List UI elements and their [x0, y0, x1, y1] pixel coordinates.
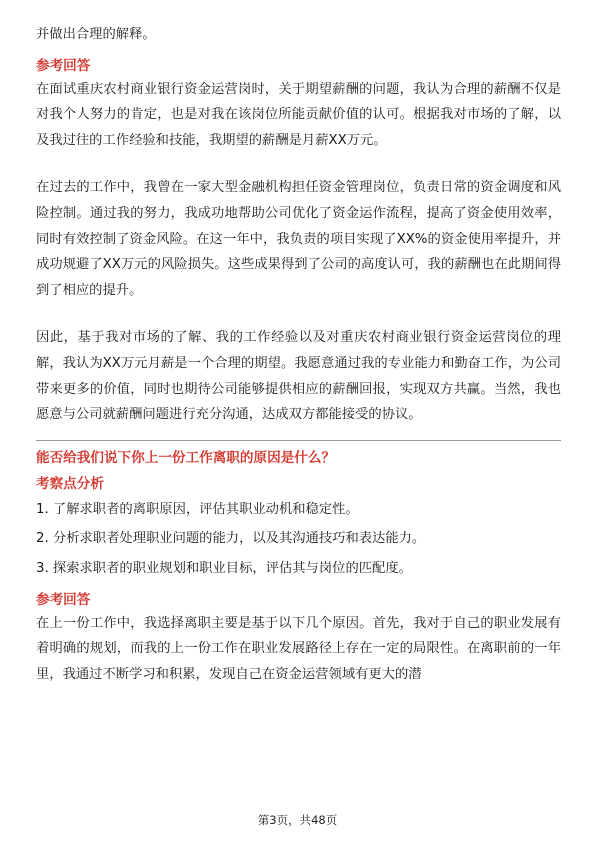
- question2-title: 能否给我们说下你上一份工作离职的原因是什么？: [36, 449, 336, 466]
- answer2-heading: 参考回答: [36, 591, 91, 608]
- analysis-point-3: 3. 探索求职者的职业规划和职业目标，评估其与岗位的匹配度。: [36, 560, 412, 576]
- section-divider: [36, 440, 561, 441]
- document-page: [36, 22, 561, 687]
- answer1-paragraph-3: 因此，基于我对市场的了解、我的工作经验以及对重庆农村商业银行资金运营岗位的理解，我认为XX万元月薪是一个合理的期望。我愿意通过我的专业能力和勤奋工作，为公司带来更多的价值，同时也期待公司能够提供相应的薪酬回报，实现双方共赢。当然，我也愿意与公司就薪酬问题进行充分沟通，达成双方都能接受的协议。: [36, 330, 561, 423]
- answer1-heading: 参考回答: [36, 57, 91, 74]
- answer2-paragraph: 在上一份工作中，我选择离职主要是基于以下几个原因。首先，我对于自己的职业发展有着明确的规划，而我的上一份工作在职业发展路径上存在一定的局限性。在离职前的一年里，我通过不断学习和积累，发现自己在资金运营领域有更大的潜: [36, 615, 561, 682]
- answer1-paragraph-2: 在过去的工作中，我曾在一家大型金融机构担任资金管理岗位，负责日常的资金调度和风险控制。通过我的努力，我成功地帮助公司优化了资金运作流程，提高了资金使用效率，同时有效控制了资金风险。在这一年中，我负责的项目实现了XX%的资金使用率提升，并成功规避了XX万元的风险损失。这些成果得到了公司的高度认可，我的薪酬也在此期间得到了相应的提升。: [36, 180, 561, 298]
- page-number-footer: 第3页，共48页: [257, 813, 338, 827]
- analysis-heading: 考察点分析: [36, 475, 104, 492]
- analysis-point-1: 1. 了解求职者的离职原因，评估其职业动机和稳定性。: [36, 501, 359, 517]
- analysis-point-2: 2. 分析求职者处理职业问题的能力，以及其沟通技巧和表达能力。: [36, 531, 426, 547]
- answer1-paragraph-1: 在面试重庆农村商业银行资金运营岗时，关于期望薪酬的问题，我认为合理的薪酬不仅是对我个人努力的肯定，也是对我在该岗位所能贡献价值的认可。根据我对市场的了解，以及我过往的工作经验和技能，我期望的薪酬是月薪XX万元。: [36, 81, 561, 148]
- intro-tail-text: 并做出合理的解释。: [36, 27, 156, 42]
